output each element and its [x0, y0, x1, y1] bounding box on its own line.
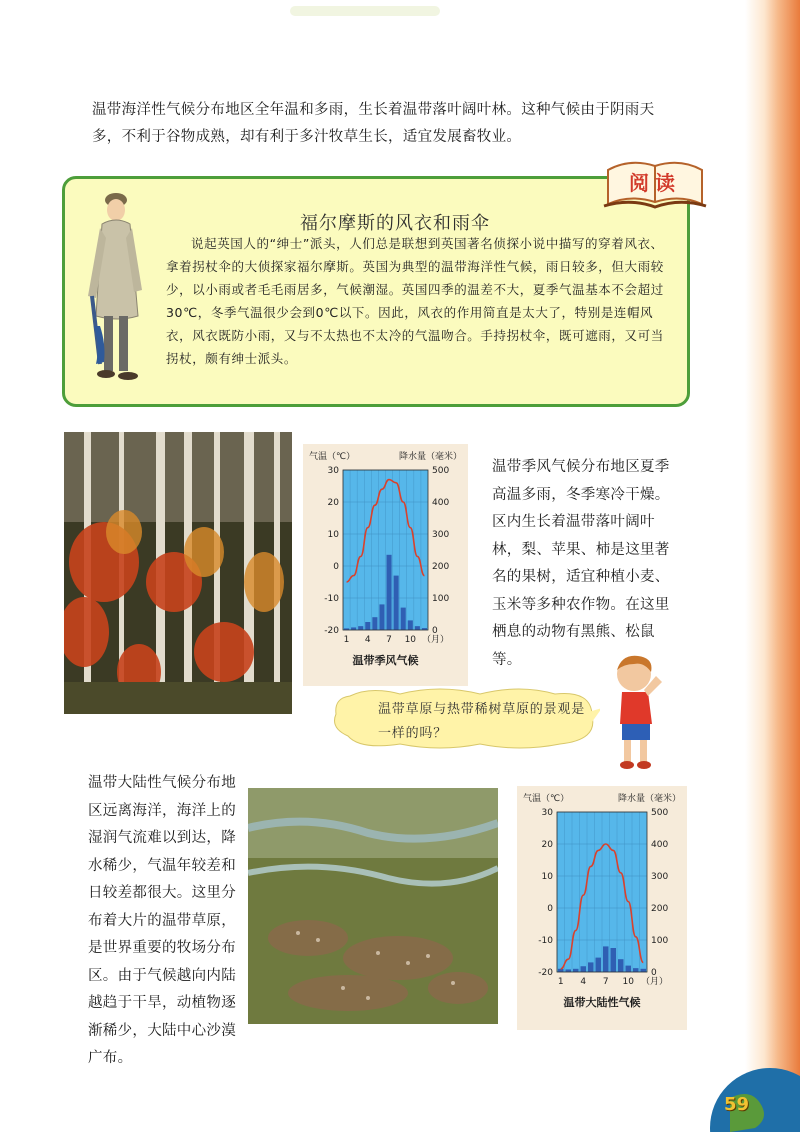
temperature-tick-label: 30	[541, 808, 553, 818]
intro-line-2: 多，不利于谷物成熟，却有利于多汁牧草生长，适宜发展畜牧业。	[92, 129, 522, 145]
precipitation-bar	[603, 946, 609, 972]
chart-title: 温带大陆性气候	[563, 996, 641, 1009]
precipitation-tick-label: 100	[432, 594, 450, 604]
month-tick-label: 10	[622, 977, 634, 987]
intro-paragraph	[92, 97, 712, 151]
month-tick-label: 7	[602, 977, 609, 987]
precipitation-tick-label: 200	[651, 904, 669, 914]
temperature-tick-label: -10	[324, 594, 339, 604]
temperature-tick-label: 0	[333, 562, 339, 572]
precipitation-bar	[365, 622, 370, 630]
precipitation-bar	[618, 959, 624, 972]
precipitation-tick-label: 500	[651, 808, 669, 818]
precipitation-tick-label: 300	[432, 530, 450, 540]
temperature-tick-label: 20	[541, 840, 553, 850]
precipitation-bar	[358, 626, 363, 630]
temperature-tick-label: 10	[541, 872, 553, 882]
precipitation-bar	[573, 969, 579, 972]
question-bubble-text: 温带草原与热带稀树草原的景观是一样的吗？	[378, 702, 586, 741]
open-book-icon	[600, 150, 710, 212]
month-tick-label: 1	[343, 635, 350, 645]
precipitation-bar	[372, 617, 377, 630]
temperature-axis-label: 气温（℃）	[523, 794, 570, 804]
precipitation-bar	[641, 969, 647, 972]
monsoon-climate-chart	[303, 444, 468, 686]
continental-climate-chart-card	[517, 786, 687, 1030]
temperature-tick-label: 30	[327, 466, 339, 476]
precipitation-bar	[387, 555, 392, 630]
temperature-tick-label: -20	[538, 968, 553, 978]
reading-title: 福尔摩斯的风衣和雨伞	[300, 213, 490, 234]
precipitation-bar	[626, 966, 632, 972]
precipitation-bar	[633, 968, 639, 972]
precipitation-bar	[379, 604, 384, 630]
temperature-tick-label: -10	[538, 936, 553, 946]
month-tick-label: 4	[580, 977, 587, 987]
globe-icon	[700, 1058, 800, 1132]
precipitation-bar	[401, 608, 406, 630]
month-tick-label: 7	[386, 635, 392, 645]
temperature-axis-label: 气温（℃）	[309, 452, 356, 462]
precipitation-bar	[581, 966, 587, 972]
precipitation-tick-label: 100	[651, 936, 669, 946]
month-unit-label: （月）	[641, 977, 669, 987]
holmes-figure-icon	[78, 186, 148, 391]
birch-forest-photo	[64, 432, 292, 714]
intro-line-1: 温带海洋性气候分布地区全年温和多雨，生长着温带落叶阔叶林。这种气候由于阴雨天	[92, 102, 655, 118]
chart-title: 温带季风气候	[352, 654, 419, 667]
precipitation-tick-label: 400	[432, 498, 450, 508]
temperature-tick-label: 0	[547, 904, 553, 914]
precipitation-bar	[394, 576, 399, 630]
precipitation-bar	[588, 962, 594, 972]
precipitation-bar	[408, 620, 413, 630]
precipitation-tick-label: 0	[432, 626, 438, 636]
month-tick-label: 4	[364, 635, 371, 645]
continental-climate-chart	[517, 786, 687, 1030]
month-tick-label: 10	[404, 635, 417, 645]
continental-climate-text: 温带大陆性气候分布地区远离海洋，海洋上的湿润气流难以到达，降水稀少，气温年较差和日较差都很大。这里分布着大片的温带草原，是世界重要的牧场分布区。由于气候越向内陆越趋于干旱，动植物逐渐稀少，大陆中心沙漠广布。	[88, 775, 236, 1066]
precipitation-bar	[611, 948, 617, 972]
temperature-tick-label: -20	[324, 626, 339, 636]
thinking-child-icon	[604, 652, 674, 772]
temperature-tick-label: 20	[327, 498, 339, 508]
precipitation-axis-label: 降水量（毫米）	[617, 794, 681, 804]
monsoon-climate-chart-card	[303, 444, 468, 686]
precipitation-axis-label: 降水量（毫米）	[398, 452, 462, 462]
reading-paragraph: 说起英国人的“绅士”派头，人们总是联想到英国著名侦探小说中描写的穿着风衣、拿着拐杖伞的大侦探家福尔摩斯。英国为典型的温带海洋性气候，雨日较多，但大雨较少，以小雨或者毛毛雨居多，气候潮湿。英国四季的温差不大，夏季气温基本不会超过30℃，冬季气温很少会到0℃以下。因此，风衣的作用简直是太大了，特别是连帽风衣，风衣既防小雨，又与不太热也不太冷的气温吻合。手持拐杖伞，既可遮雨，又可当拐杖，颇有绅士派头。	[166, 236, 664, 366]
precipitation-tick-label: 0	[651, 968, 657, 978]
month-tick-label: 1	[557, 977, 564, 987]
month-unit-label: （月）	[422, 635, 450, 645]
reading-badge: 阅读	[629, 171, 681, 195]
precipitation-tick-label: 400	[651, 840, 669, 850]
page-edge-decoration	[745, 0, 800, 1132]
precipitation-tick-label: 200	[432, 562, 450, 572]
grassland-herd-photo	[248, 788, 498, 1024]
precipitation-bar	[596, 958, 602, 972]
precipitation-tick-label: 500	[432, 466, 450, 476]
monsoon-climate-text: 温带季风气候分布地区夏季高温多雨，冬季寒冷干燥。区内生长着温带落叶阔叶林，梨、苹果、柿是这里著名的果树，适宜种植小麦、玉米等多种农作物。在这里栖息的动物有黑熊、松鼠等。	[492, 459, 670, 668]
precipitation-tick-label: 300	[651, 872, 669, 882]
page-number: 59	[724, 1094, 750, 1115]
reading-text	[166, 232, 668, 370]
top-smudge	[290, 6, 440, 16]
temperature-tick-label: 10	[327, 530, 339, 540]
precipitation-bar	[415, 626, 420, 630]
